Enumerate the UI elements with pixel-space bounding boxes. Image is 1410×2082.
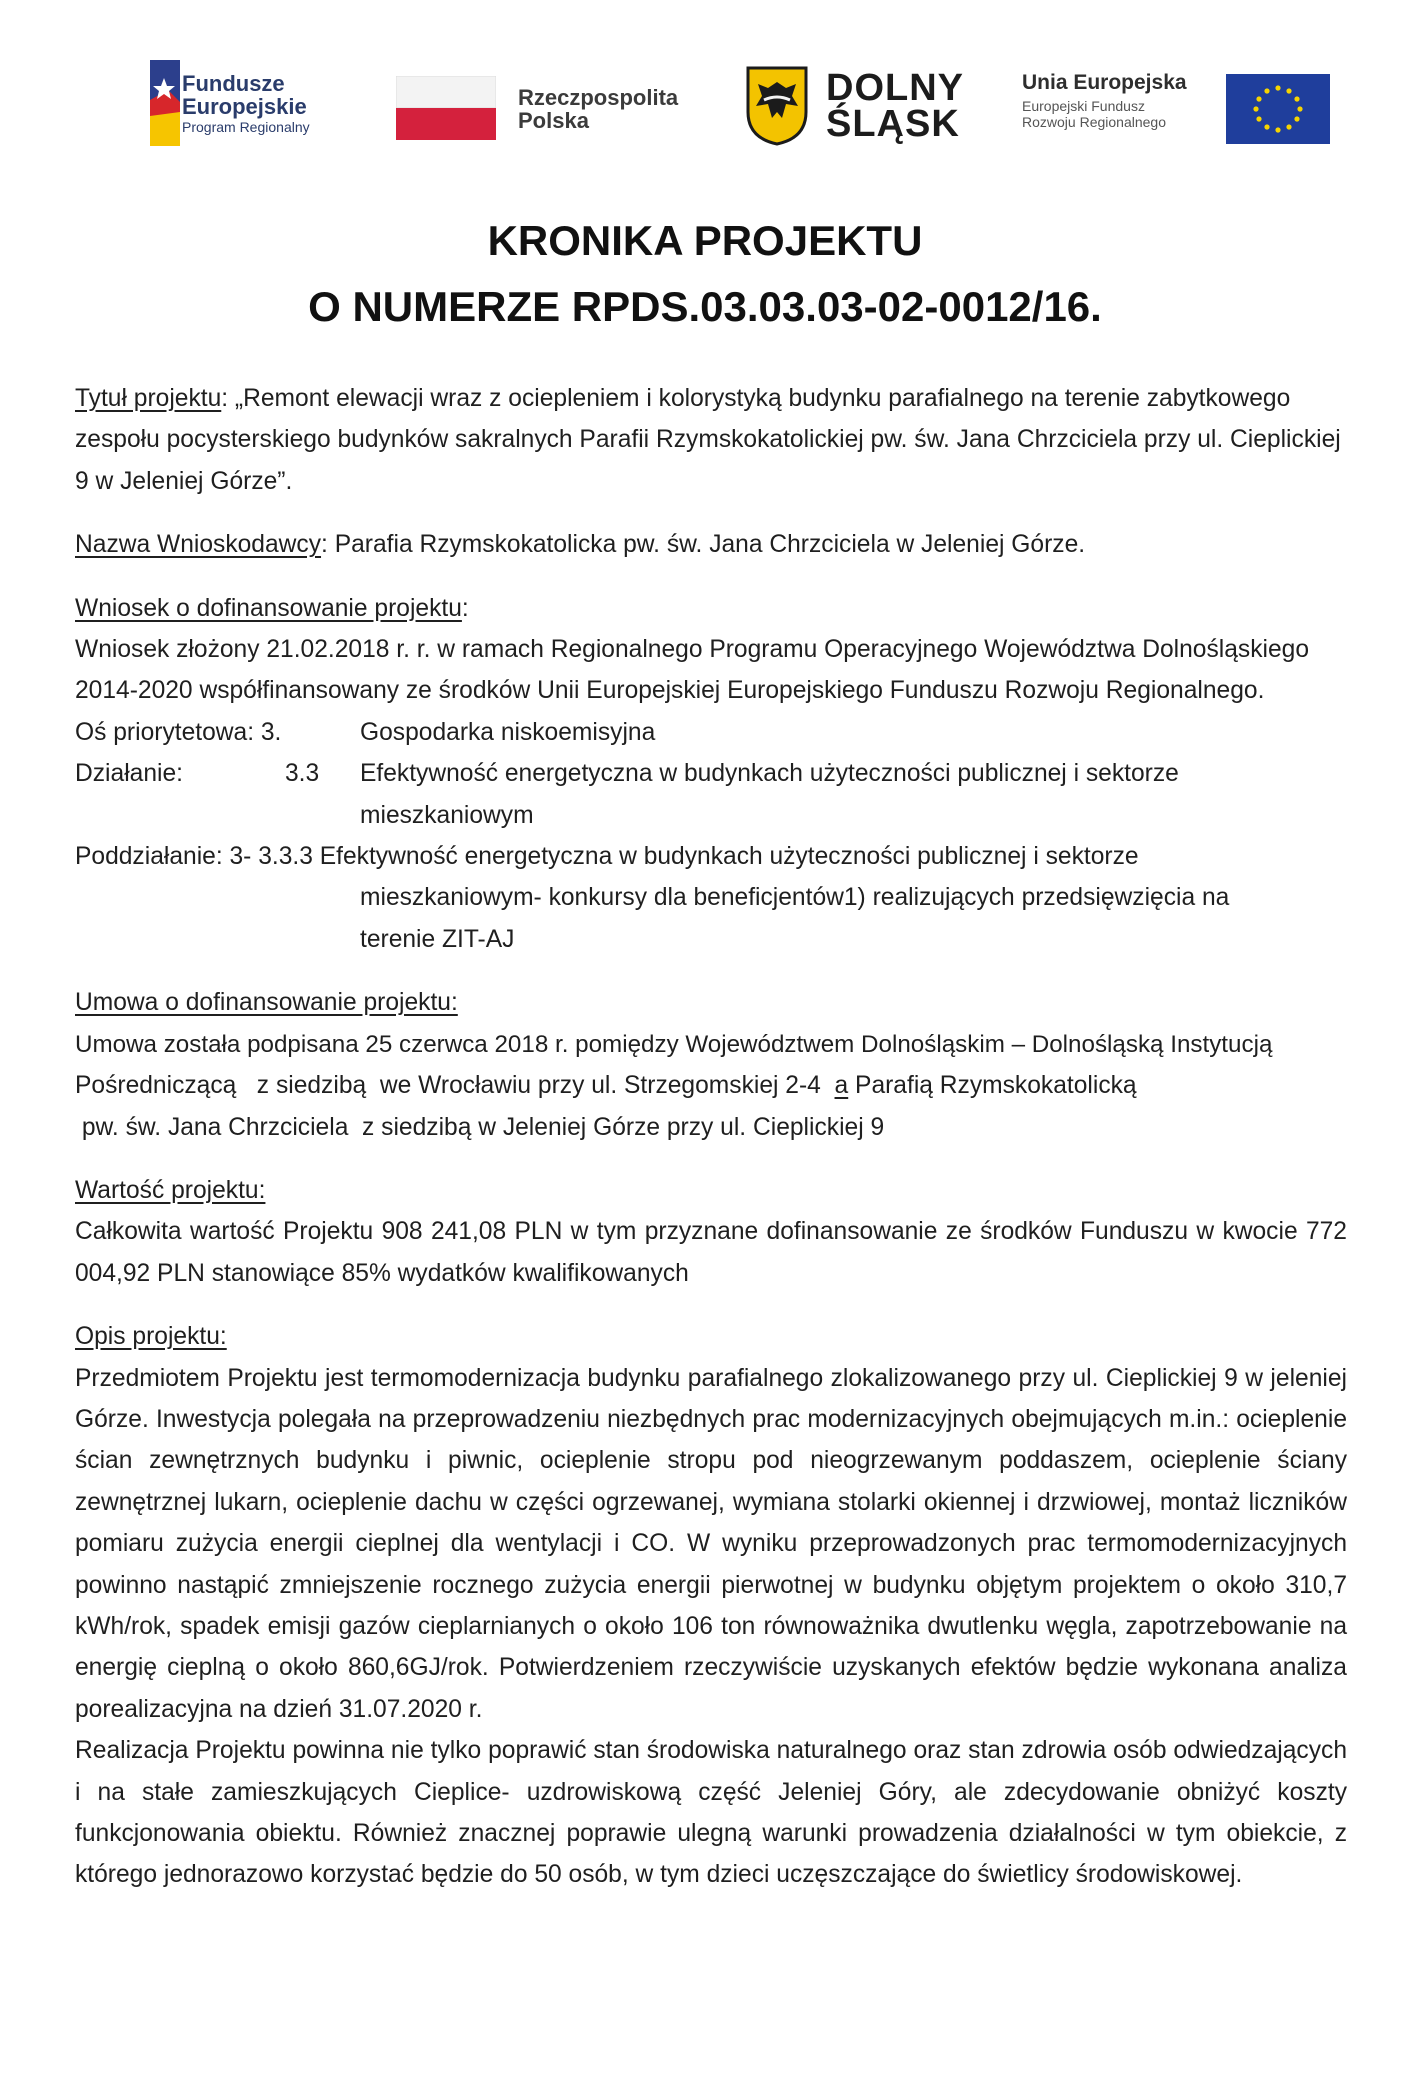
unia-europejska-logo bbox=[1022, 58, 1332, 158]
dolny-slask-text: DOLNY ŚLĄSK bbox=[826, 67, 964, 146]
agreement-line-1: Umowa została podpisana 25 czerwca 2018 r. pomiędzy Województwem Dolnośląskim – Dolnośląską Instytucją bbox=[75, 1030, 1273, 1058]
agreement-line-2: Pośredniczącą z siedzibą we Wrocławiu przy ul. Strzegomskiej 2-4 a Parafią Rzymskokatolicką bbox=[75, 1072, 1137, 1100]
action-value-2: mieszkaniowym bbox=[360, 801, 534, 829]
fundusze-europejskie-text: Fundusze Europejskie Program Regionalny bbox=[182, 71, 310, 136]
value-heading: Wartość projektu: bbox=[75, 1176, 266, 1204]
project-title-text: : „Remont elewacji wraz z ociepleniem i kolorystyką budynku parafialnego na terenie zabytkowego zespołu pocysterskiego budynków sakralnych Parafii Rzymskokatolickiej pw. św. Jana Chrzciciela przy ul. Cieplickiej 9 w Jeleniej Górze”. bbox=[75, 385, 1341, 495]
action-number: 3.3 bbox=[285, 760, 320, 788]
subaction-value-2: mieszkaniowym- konkursy dla beneficjentów1) realizujących przedsięwzięcia na bbox=[360, 884, 1230, 912]
agreement-line-2-a: a bbox=[834, 1072, 849, 1100]
application-section bbox=[75, 588, 1347, 961]
action-row bbox=[75, 753, 1347, 794]
project-title-section bbox=[75, 378, 1347, 502]
title-line-1: KRONIKA PROJEKTU bbox=[487, 217, 923, 264]
value-section bbox=[75, 1170, 1347, 1294]
unia-europejska-text: Unia Europejska Europejski Fundusz Rozwoju Regionalnego bbox=[1022, 71, 1187, 131]
description-section bbox=[75, 1316, 1347, 1896]
title-line-2: O NUMERZE RPDS.03.03.03-02-0012/16. bbox=[308, 283, 1102, 330]
dolny-slask-coat-of-arms-icon bbox=[746, 66, 808, 146]
value-text: Całkowita wartość Projektu 908 241,08 PLN w tym przyznane dofinansowanie ze środków Funduszu w kwocie 772 004,92 PLN stanowiące 85% wydatków kwalifikowanych bbox=[75, 1218, 1347, 1287]
applicant-text: : Parafia Rzymskokatolicka pw. św. Jana Chrzciciela w Jeleniej Górze. bbox=[321, 531, 1086, 559]
applicant-label: Nazwa Wnioskodawcy bbox=[75, 531, 322, 559]
agreement-heading: Umowa o dofinansowanie projektu: bbox=[75, 989, 458, 1017]
agreement-section bbox=[75, 982, 1347, 1148]
rzeczpospolita-polska-text: Rzeczpospolita Polska bbox=[518, 85, 679, 134]
description-paragraph-1: Przedmiotem Projektu jest termomodernizacja budynku parafialnego zlokalizowanego przy ul. Cieplickiej 9 w jeleniej Górze. Inwestycja polegała na przeprowadzeniu niezbędnych prac modernizacyjnych obejmujących m.in.: ocieplenie ścian zewnętrznych budynku i piwnic, ocieplenie stropu pod nieogrzewanym poddaszem, ocieplenie ściany zewnętrznej lukarn, ocieplenie dachu w części ogrzewanej, wymiana stolarki okiennej i drzwiowej, montaż liczników pomiaru zużycia energii cieplnej dla wentylacji i CO. W wyniku przeprowadzonych prac termomodernizacyjnych powinno nastąpić zmniejszenie rocznego zużycia energii pierwotnej w budynku objętym projektem o około 310,7 kWh/rok, spadek emisji gazów cieplarnianych o około 106 ton równoważnika dwutlenku węgla, zapotrzebowanie na energię cieplną o około 860,6GJ/rok. Potwierdzeniem rzeczywiście uzyskanych efektów będzie wykonana analiza porealizacyjna na dzień 31.07.2020 r. bbox=[75, 1364, 1347, 1723]
logo-bar bbox=[0, 58, 1410, 158]
agreement-line-3: pw. św. Jana Chrzciciela z siedzibą w Jeleniej Górze przy ul. Cieplickiej 9 bbox=[75, 1113, 885, 1141]
application-text: Wniosek złożony 21.02.2018 r. r. w ramach Regionalnego Programu Operacyjnego Województwa Dolnośląskiego 2014-2020 współfinansowany ze środków Unii Europejskiej Europejskiego Funduszu Rozwoju Regionalnego. bbox=[75, 636, 1309, 705]
document-body bbox=[75, 378, 1347, 1910]
application-heading-colon: : bbox=[461, 594, 469, 622]
priority-axis-value: Gospodarka niskoemisyjna bbox=[360, 718, 656, 746]
description-paragraph-2: Realizacja Projektu powinna nie tylko poprawić stan środowiska naturalnego oraz stan zdrowia osób odwiedzających i na stałe zamieszkujących Cieplice- uzdrowiskową część Jeleniej Góry, ale zdecydowanie obniżyć koszty funkcjonowania obiektu. Również znacznej poprawie ulegną warunki prowadzenia działalności w tym obiekcie, z którego jednorazowo korzystać będzie do 50 osób, w tym dzieci uczęszczające do świetlicy środowiskowej. bbox=[75, 1737, 1347, 1889]
description-heading: Opis projektu: bbox=[75, 1323, 227, 1351]
action-label: Działanie: bbox=[75, 760, 183, 788]
fundusze-europejskie-mark-icon bbox=[150, 60, 180, 146]
action-value-1: Efektywność energetyczna w budynkach użyteczności publicznej i sektorze bbox=[360, 760, 1179, 788]
subaction-value-3: terenie ZIT-AJ bbox=[360, 925, 515, 953]
eu-flag-icon bbox=[1226, 74, 1330, 144]
rzeczpospolita-polska-logo bbox=[396, 58, 696, 158]
fundusze-europejskie-logo bbox=[150, 58, 350, 158]
project-title-label: Tytuł projektu bbox=[75, 385, 222, 412]
priority-axis-row bbox=[75, 712, 1347, 753]
priority-axis-label: Oś priorytetowa: 3. bbox=[75, 718, 282, 746]
polish-flag-icon bbox=[396, 76, 496, 140]
applicant-section bbox=[75, 524, 1347, 565]
subaction-label: Poddziałanie: 3- 3.3.3 Efektywność energetyczna w budynkach użyteczności publicznej i sektorze bbox=[75, 843, 1139, 871]
dolny-slask-logo bbox=[746, 58, 976, 158]
document-title bbox=[0, 208, 1410, 340]
application-heading: Wniosek o dofinansowanie projektu bbox=[75, 594, 462, 622]
